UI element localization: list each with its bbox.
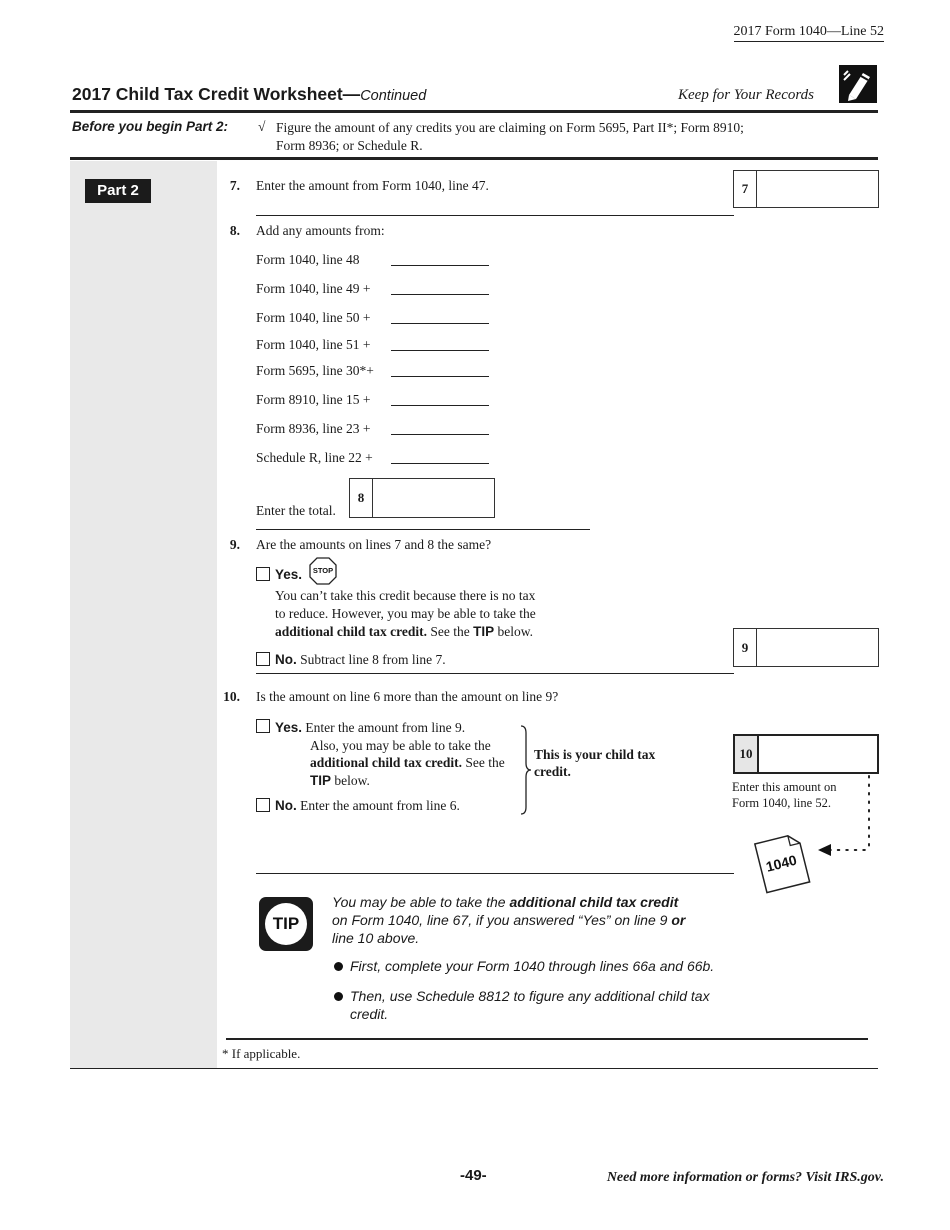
line-8-item: Form 8910, line 15 +	[256, 392, 371, 407]
page-title	[72, 84, 426, 105]
line-8-number: 8.	[229, 223, 240, 238]
tip-bullet-2-line2: credit.	[350, 1006, 389, 1022]
page-number: -49-	[460, 1167, 487, 1184]
form-reference: 2017 Form 1040—Line 52	[734, 24, 885, 42]
line-10-yes-text-3	[275, 754, 525, 772]
section-rule	[70, 157, 878, 160]
line-8-item: Form 1040, line 51 +	[256, 337, 371, 352]
line-8-item: Schedule R, line 22 +	[256, 450, 373, 465]
before-begin-label: Before you begin Part 2:	[72, 119, 229, 134]
tip-text-2: on Form 1040, line 67, if you answered “Yes” on line 9	[332, 912, 668, 928]
line-10-yes-label: Yes.	[275, 720, 303, 735]
tip-text-line2	[332, 911, 752, 929]
line-8-item-entry[interactable]	[391, 350, 489, 351]
child-tax-credit-note-1: This is your child tax	[534, 747, 656, 762]
line-8-text: Add any amounts from:	[256, 223, 385, 238]
bullet-icon	[334, 992, 343, 1001]
line-8-item-entry[interactable]	[391, 434, 489, 435]
tip-bullet-2-line1: Then, use Schedule 8812 to figure any additional child tax	[350, 988, 710, 1004]
line-10-no-label: No.	[275, 798, 297, 813]
brace-icon	[518, 725, 534, 815]
form-1040-arrow-icon	[750, 772, 880, 900]
enter-amount-note-2: Form 1040, line 52.	[732, 796, 831, 810]
tip-bullet: First, complete your Form 1040 through lines 66a and 66b.	[350, 958, 715, 974]
divider	[256, 673, 734, 674]
line-10-text: Is the amount on line 6 more than the amount on line 9?	[256, 689, 559, 704]
divider	[256, 215, 734, 216]
line-8-item-entry[interactable]	[391, 405, 489, 406]
line-9-yes-tip: TIP	[473, 624, 495, 639]
line-10-yes-bold: additional child tax credit.	[310, 755, 463, 770]
line-9-yes-text-2: to reduce. However, you may be able to take the	[275, 606, 536, 621]
title-continued: Continued	[360, 88, 427, 104]
tip-text	[332, 893, 752, 947]
line-9-yes-bold: additional child tax credit.	[275, 624, 428, 639]
line-9-yes-text-3	[275, 623, 575, 641]
divider	[256, 873, 734, 874]
line-10-box-label: 10	[735, 736, 759, 772]
line-9-yes-label: Yes.	[275, 567, 303, 582]
line-10-number: 10.	[223, 689, 240, 704]
tip-icon-label: TIP	[265, 903, 307, 945]
form-1040-text: 1040	[764, 851, 799, 875]
line-9-amount-box[interactable]	[733, 628, 879, 667]
line-8-amount-box[interactable]	[349, 478, 495, 518]
line-7-amount-box[interactable]	[733, 170, 879, 208]
tip-bullet	[350, 987, 770, 1023]
check-mark: √	[258, 119, 266, 134]
line-9-number: 9.	[229, 537, 240, 552]
line-9-yes-below: below.	[497, 624, 534, 639]
line-10-yes-below: below.	[334, 772, 370, 788]
stop-sign-icon	[309, 557, 335, 583]
before-text-line1: Figure the amount of any credits you are claiming on Form 5695, Part II*; Form 8910;	[276, 120, 744, 135]
line-8-item: Form 5695, line 30*+	[256, 363, 374, 378]
line-9-text: Are the amounts on lines 7 and 8 the same?	[256, 537, 492, 552]
line-10-yes-checkbox[interactable]	[256, 719, 270, 733]
line-7-box-label: 7	[734, 171, 757, 207]
line-10-yes-text-2: Also, you may be able to take the	[310, 737, 491, 753]
title-main: 2017 Child Tax Credit Worksheet—	[72, 84, 361, 104]
tip-text-line1	[332, 893, 752, 911]
line-8-total-text: Enter the total.	[256, 503, 336, 518]
line-8-item: Form 1040, line 49 +	[256, 281, 371, 296]
line-10-yes-text	[275, 719, 525, 789]
line-8-item-entry[interactable]	[391, 376, 489, 377]
part-2-label: Part 2	[85, 179, 151, 203]
keep-records-label: Keep for Your Records	[678, 87, 814, 103]
header-rule	[70, 110, 878, 113]
line-9-yes-text-1: You can’t take this credit because there is no tax	[275, 588, 536, 603]
before-text-line2: Form 8936; or Schedule R.	[276, 138, 423, 153]
line-7-number: 7.	[229, 178, 240, 193]
stop-sign-text: STOP	[312, 566, 334, 575]
line-7-text: Enter the amount from Form 1040, line 47.	[256, 178, 489, 193]
enter-amount-note-1: Enter this amount on	[732, 780, 837, 794]
line-10-amount-box[interactable]	[733, 734, 879, 774]
line-8-item-entry[interactable]	[391, 323, 489, 324]
line-10-no-checkbox[interactable]	[256, 798, 270, 812]
tip-text-3: line 10 above.	[332, 930, 420, 946]
child-tax-credit-note	[534, 746, 684, 780]
line-10-no-text	[275, 798, 460, 814]
line-8-item-entry[interactable]	[391, 294, 489, 295]
line-10-yes-instruction: Enter the amount from line 9.	[305, 720, 466, 735]
line-9-no-text	[275, 652, 446, 668]
line-8-box-label: 8	[350, 479, 373, 517]
line-9-yes-see: See the	[430, 624, 470, 639]
line-8-item-entry[interactable]	[391, 463, 489, 464]
tip-text-1: You may be able to take the	[332, 894, 506, 910]
line-8-item: Form 8936, line 23 +	[256, 421, 371, 436]
line-10-yes-text-4	[275, 772, 525, 790]
line-10-yes-tip: TIP	[310, 772, 332, 788]
line-8-item-entry[interactable]	[391, 265, 489, 266]
line-9-no-label: No.	[275, 652, 297, 667]
line-9-yes-text	[275, 587, 575, 641]
child-tax-credit-note-2: credit.	[534, 764, 571, 779]
sidebar-panel	[70, 161, 217, 1068]
line-10-yes-text-1	[275, 719, 525, 737]
line-9-yes-checkbox[interactable]	[256, 567, 270, 581]
line-8-item: Form 1040, line 48	[256, 252, 360, 267]
line-8-item: Form 1040, line 50 +	[256, 310, 371, 325]
pencil-icon	[839, 65, 877, 103]
tip-text-bold-1: additional child tax credit	[509, 894, 679, 910]
footnote: * If applicable.	[222, 1046, 301, 1061]
before-begin-text	[276, 119, 866, 155]
bottom-rule	[70, 1068, 878, 1069]
bullet-icon	[334, 962, 343, 971]
line-10-no-instruction: Enter the amount from line 6.	[300, 798, 460, 813]
tip-text-bold-2: or	[671, 912, 686, 928]
footnote-rule	[226, 1038, 868, 1040]
divider	[256, 529, 590, 530]
line-10-yes-see: See the	[465, 755, 505, 770]
irs-link-text[interactable]: Need more information or forms? Visit IRS.gov.	[606, 1170, 884, 1185]
tip-icon	[259, 897, 313, 951]
line-9-no-instruction: Subtract line 8 from line 7.	[300, 652, 446, 667]
line-9-no-checkbox[interactable]	[256, 652, 270, 666]
line-9-box-label: 9	[734, 629, 757, 666]
